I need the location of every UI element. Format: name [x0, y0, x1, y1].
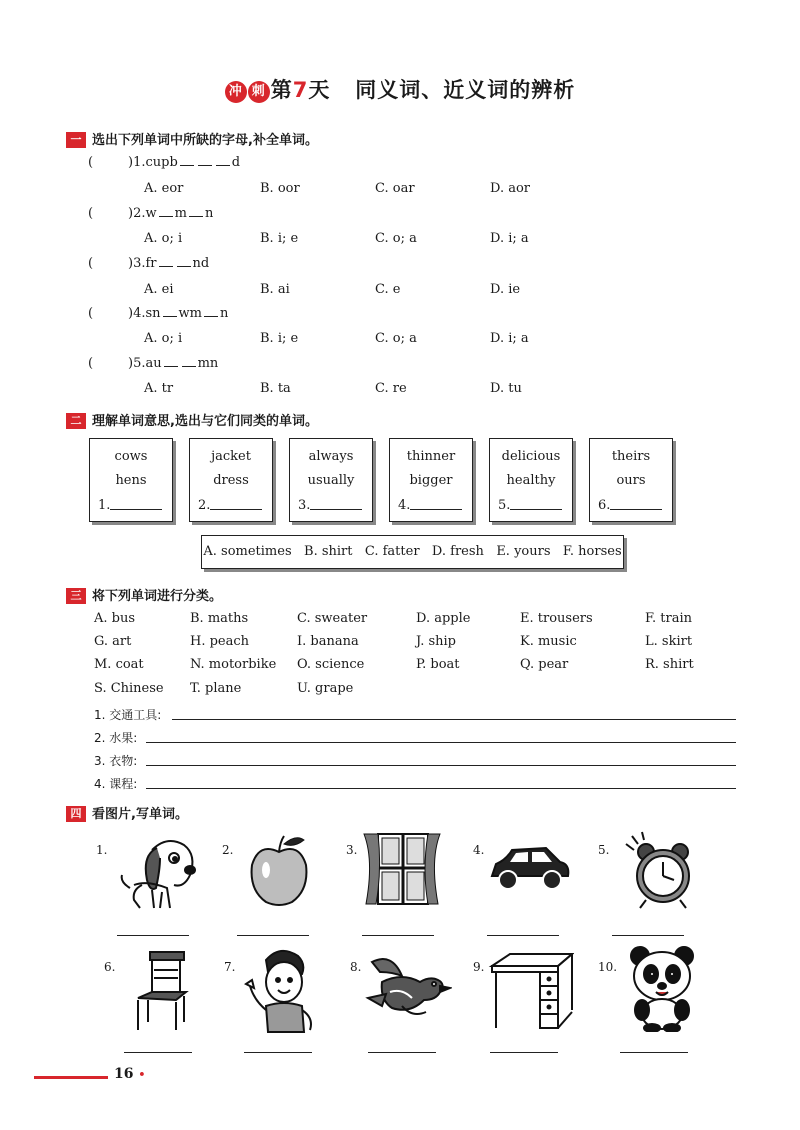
- box-word: cows: [114, 449, 148, 464]
- box-word: healthy: [506, 473, 556, 488]
- word-part: w: [145, 206, 157, 221]
- word-part: au: [145, 356, 162, 371]
- word-item: D. apple: [416, 611, 471, 626]
- box-word: jacket: [211, 449, 251, 464]
- word-item: I. banana: [297, 634, 359, 649]
- boy-icon: [240, 944, 320, 1034]
- option: D. i; a: [490, 231, 529, 246]
- answer-line[interactable]: [244, 1052, 312, 1053]
- section4-heading: 看图片,写单词。: [92, 807, 188, 822]
- word-part: n: [204, 206, 214, 221]
- category-label: 1. 交通工具:: [94, 708, 162, 722]
- section4-header: [66, 806, 188, 824]
- word-item: T. plane: [190, 681, 242, 696]
- answer-line[interactable]: [368, 1052, 436, 1053]
- word-part: d: [231, 155, 241, 170]
- section3-heading: 将下列单词进行分类。: [92, 589, 223, 604]
- question-4: [88, 306, 228, 321]
- section3-header: [66, 588, 222, 606]
- option: B. i; e: [260, 231, 299, 246]
- word-box-5: [489, 438, 573, 522]
- word-box-3: [289, 438, 373, 522]
- footer-accent-line: [34, 1076, 108, 1079]
- box-word: ours: [616, 473, 646, 488]
- category-label: 2. 水果:: [94, 731, 138, 745]
- word-item: U. grape: [297, 681, 354, 696]
- answer-blank[interactable]: 1.: [98, 498, 162, 513]
- option: C. o; a: [375, 231, 417, 246]
- word-item: N. motorbike: [190, 657, 277, 672]
- word-item: C. sweater: [297, 611, 368, 626]
- answer-blank[interactable]: 6.: [598, 498, 662, 513]
- category-answer-line[interactable]: [146, 765, 736, 766]
- page-title: [0, 74, 800, 104]
- answer-paren[interactable]: (: [88, 306, 94, 321]
- desk-icon: [488, 950, 574, 1032]
- option: B. i; e: [260, 331, 299, 346]
- word-part: n: [220, 306, 229, 321]
- title-badge-1: 冲: [225, 81, 247, 103]
- word-part: wm: [178, 306, 202, 321]
- answer-line[interactable]: [487, 935, 559, 936]
- picture-number: 8.: [350, 960, 362, 974]
- category-label: 4. 课程:: [94, 777, 138, 791]
- section3-number: 三: [66, 588, 86, 604]
- word-item: L. skirt: [645, 634, 693, 649]
- answer-line[interactable]: [117, 935, 189, 936]
- word-item: Q. pear: [520, 657, 569, 672]
- question-2: [88, 206, 213, 221]
- option: B. ta: [260, 381, 291, 396]
- title-text: 同义词、近义词的辨析: [355, 78, 576, 102]
- option: C. oar: [375, 181, 415, 196]
- box-word: dress: [213, 473, 249, 488]
- question-number: )4.: [128, 306, 146, 321]
- picture-number: 2.: [222, 843, 234, 857]
- question-number: )3.: [128, 256, 146, 271]
- title-badge-2: 刺: [248, 81, 270, 103]
- picture-number: 1.: [96, 843, 108, 857]
- answer-paren[interactable]: (: [88, 356, 94, 371]
- answer-blank[interactable]: 4.: [398, 498, 462, 513]
- box-word: always: [308, 449, 354, 464]
- category-answer-line[interactable]: [146, 788, 736, 789]
- answer-paren[interactable]: (: [88, 155, 94, 170]
- word-box-4: [389, 438, 473, 522]
- page-dot: •: [138, 1068, 146, 1081]
- category-answer-line[interactable]: [146, 742, 736, 743]
- category-answer-line[interactable]: [172, 719, 736, 720]
- option: A. o; i: [144, 231, 183, 246]
- option: C. o; a: [375, 331, 417, 346]
- chair-icon: [130, 948, 190, 1034]
- option: D. i; a: [490, 331, 529, 346]
- option: B. ai: [260, 282, 290, 297]
- picture-number: 7.: [224, 960, 236, 974]
- question-5: [88, 356, 218, 371]
- word-item: R. shirt: [645, 657, 694, 672]
- window-icon: [360, 830, 444, 910]
- picture-number: 9.: [473, 960, 485, 974]
- title-day-num: 7: [292, 78, 309, 102]
- word-item: H. peach: [190, 634, 250, 649]
- answer-line[interactable]: [124, 1052, 192, 1053]
- apple-icon: [244, 830, 314, 910]
- word-part: cupb: [145, 155, 178, 170]
- word-item: G. art: [94, 634, 132, 649]
- section2-header: [66, 413, 318, 431]
- word-item: E. trousers: [520, 611, 593, 626]
- box-word: theirs: [611, 449, 651, 464]
- picture-number: 4.: [473, 843, 485, 857]
- title-day-suffix: 天: [308, 78, 331, 102]
- answer-line[interactable]: [237, 935, 309, 936]
- option: C. re: [375, 381, 407, 396]
- section1-heading: 选出下列单词中所缺的字母,补全单词。: [92, 133, 318, 148]
- option: D. tu: [490, 381, 522, 396]
- word-box-2: [189, 438, 273, 522]
- word-item: O. science: [297, 657, 365, 672]
- category-label: 3. 衣物:: [94, 754, 138, 768]
- box-word: usually: [307, 473, 355, 488]
- option: A. ei: [144, 282, 174, 297]
- page-number: [114, 1066, 145, 1082]
- word-part: m: [174, 206, 187, 221]
- picture-number: 3.: [346, 843, 358, 857]
- word-item: A. bus: [94, 611, 136, 626]
- box-word: hens: [115, 473, 147, 488]
- answer-line[interactable]: [490, 1052, 558, 1053]
- dog-icon: [112, 830, 202, 915]
- picture-number: 6.: [104, 960, 116, 974]
- question-1: [88, 155, 240, 170]
- picture-number: 5.: [598, 843, 610, 857]
- bird-icon: [362, 952, 452, 1026]
- answer-paren[interactable]: (: [88, 256, 94, 271]
- option: C. e: [375, 282, 401, 297]
- answer-blank[interactable]: 2.: [198, 498, 262, 513]
- picture-number: 10.: [598, 960, 618, 974]
- car-icon: [488, 840, 572, 898]
- option: B. oor: [260, 181, 300, 196]
- section1-number: 一: [66, 132, 86, 148]
- question-3: [88, 256, 209, 271]
- box-word: delicious: [501, 449, 561, 464]
- word-part: fr: [145, 256, 157, 271]
- option: D. aor: [490, 181, 531, 196]
- word-item: P. boat: [416, 657, 460, 672]
- word-item: J. ship: [416, 634, 456, 649]
- question-number: )2.: [128, 206, 146, 221]
- word-item: F. train: [645, 611, 692, 626]
- alarm-clock-icon: [620, 830, 700, 912]
- word-box-6: [589, 438, 673, 522]
- word-part: sn: [145, 306, 161, 321]
- section2-number: 二: [66, 413, 86, 429]
- answer-line[interactable]: [620, 1052, 688, 1053]
- word-box-1: [89, 438, 173, 522]
- word-item: B. maths: [190, 611, 249, 626]
- word-item: M. coat: [94, 657, 144, 672]
- option: A. o; i: [144, 331, 183, 346]
- panda-icon: [626, 944, 698, 1032]
- question-number: )5.: [128, 356, 146, 371]
- section4-number: 四: [66, 806, 86, 822]
- box-word: thinner: [406, 449, 456, 464]
- option: A. eor: [144, 181, 184, 196]
- page-number-text: 16: [114, 1066, 134, 1082]
- option: D. ie: [490, 282, 521, 297]
- section2-heading: 理解单词意思,选出与它们同类的单词。: [92, 414, 318, 429]
- word-item: K. music: [520, 634, 577, 649]
- answer-blank[interactable]: 5.: [498, 498, 562, 513]
- answer-blank[interactable]: 3.: [298, 498, 362, 513]
- section1-header: [66, 132, 318, 150]
- box-word: bigger: [409, 473, 453, 488]
- options-box: A. sometimes B. shirt C. fatter D. fresh E. yours F. horses: [201, 535, 624, 569]
- answer-line[interactable]: [362, 935, 434, 936]
- option: A. tr: [144, 381, 174, 396]
- word-part: nd: [192, 256, 210, 271]
- word-part: mn: [197, 356, 219, 371]
- title-day-prefix: 第: [270, 78, 293, 102]
- answer-paren[interactable]: (: [88, 206, 94, 221]
- question-number: )1.: [128, 155, 146, 170]
- answer-line[interactable]: [612, 935, 684, 936]
- word-item: S. Chinese: [94, 681, 164, 696]
